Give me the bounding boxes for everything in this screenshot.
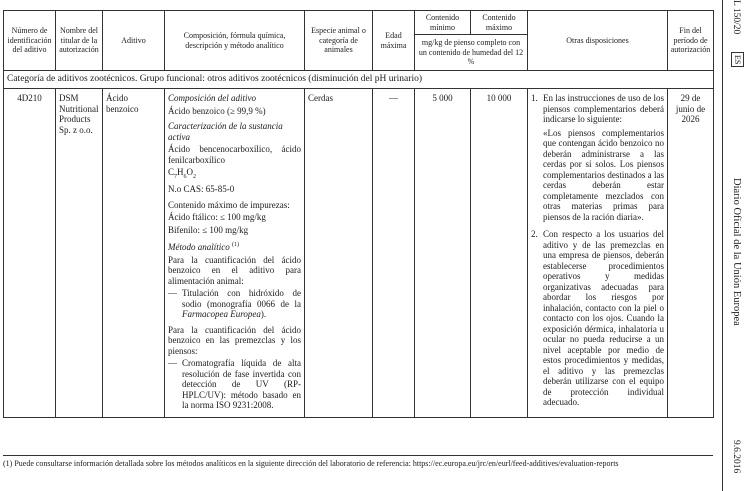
header-especie: Especie animal o categoría de animales [305, 11, 373, 71]
header-numero: Número de identificación del aditivo [4, 11, 56, 71]
cell-maximo: 10 000 [471, 89, 528, 418]
publication-date: 9.6.2016 [731, 440, 741, 474]
impurities-title: Contenido máximo de impurezas: [168, 199, 290, 210]
header-contenido-minimo: Contenido mínimo [415, 11, 471, 35]
additive-table [3, 10, 714, 418]
cell-titular: DSM Nutritional Products Sp. z o.o. [56, 89, 103, 418]
header-contenido-maximo: Contenido máximo [471, 11, 528, 35]
cell-fin-periodo: 29 de junio de 2026 [668, 89, 714, 418]
method-paragraph: Para la cuantificación del ácido benzoico en las premezclas y los piensos: [168, 324, 301, 356]
comp-value: Ácido benzoico (≥ 99,9 %) [168, 105, 266, 116]
table-row [4, 89, 714, 418]
footnote: (1) Puede consultarse información detallada sobre los métodos analíticos en la siguiente dirección del laboratorio de referencia: https://ec.europa.eu/jrc/en/eurl/feed-additives/evaluation-reports [3, 455, 713, 469]
impurity-item: Bifenilo: ≤ 100 mg/kg [168, 224, 249, 235]
header-fin-periodo: Fin del período de autorización [668, 11, 714, 71]
journal-side-header [722, 0, 751, 491]
method-dash-item: — Cromatografía líquida de alta resolución de fase invertida con detección de UV (RP-HPLC/UV): método basado en la norma ISO 9231:2008. [168, 358, 301, 411]
impurity-item: Ácido ftálico: ≤ 100 mg/kg [168, 212, 266, 223]
cell-edad: — [373, 89, 415, 418]
comp-title: Composición del aditivo [168, 93, 256, 103]
cell-especie: Cerdas [305, 89, 373, 418]
cell-composicion [165, 89, 305, 418]
header-edad: Edad máxima [373, 11, 415, 71]
chemical-formula: $C_7H_6O_2$ [168, 167, 197, 180]
header-titular: Nombre del titular de la autorización [56, 11, 103, 71]
header-aditivo: Aditivo [103, 11, 165, 71]
method-paragraph: Para la cuantificación del ácido benzoico en el aditivo para alimentación animal: [168, 254, 301, 286]
header-otras-disposiciones: Otras disposiciones [528, 11, 668, 71]
method-dash-item: — Titulación con hidróxido de sodio (monografía 0066 de la Farmacopea Europea). [168, 288, 301, 320]
category-row: Categoría de aditivos zootécnicos. Grupo funcional: otros aditivos zootécnicos (disminución del pH urinario) [4, 71, 714, 89]
header-unidades: mg/kg de pienso completo con un contenido de humedad del 12 % [415, 35, 528, 71]
header-composicion: Composición, fórmula química, descripción y método analítico [165, 11, 305, 71]
method-title: Método analítico $^{(1)}$ [168, 242, 239, 253]
page-reference: L 150/20 [731, 0, 741, 35]
provision-item: 2. Con respecto a los usuarios del aditivo y de las premezclas en una empresa de piensos, deberán establecerse procedimientos operativos y medidas organizativas adecuadas para abordar los riesgos por inhalación, contacto con la piel o contacto con los ojos. Cuando la exposición dérmica, inhalatoria u ocular no pueda reducirse a un nivel aceptable por medio de estos procedimientos y medidas, el aditivo y las premezclas deberán utilizarse con el equipo de protección individual adecuado. [531, 229, 664, 407]
language-badge: ES [731, 52, 744, 67]
cell-minimo: 5 000 [415, 89, 471, 418]
provision-item: 1. En las instrucciones de uso de los piensos complementarios deberá indicarse lo siguiente: «Los piensos complementarios que contengan ácido benzoico no deberán administrarse a las cerdas por sí solos. Los piensos complementarios destinados a las cerdas deberán estar completamente mezclados con otras materias primas para piensos de la ración diaria». [531, 93, 664, 222]
cell-numero: 4D210 [4, 89, 56, 418]
car-title: Caracterización de la sustancia activa [168, 121, 283, 142]
car-names: Ácido bencenocarboxílico, ácido fenilcarboxílico [168, 144, 301, 165]
journal-title: Diario Oficial de la Unión Europea [731, 178, 742, 326]
cell-aditivo: Ácido benzoico [103, 89, 165, 418]
cell-otras-disposiciones [528, 89, 668, 418]
cas-number: N.o CAS: 65-85-0 [168, 184, 235, 195]
